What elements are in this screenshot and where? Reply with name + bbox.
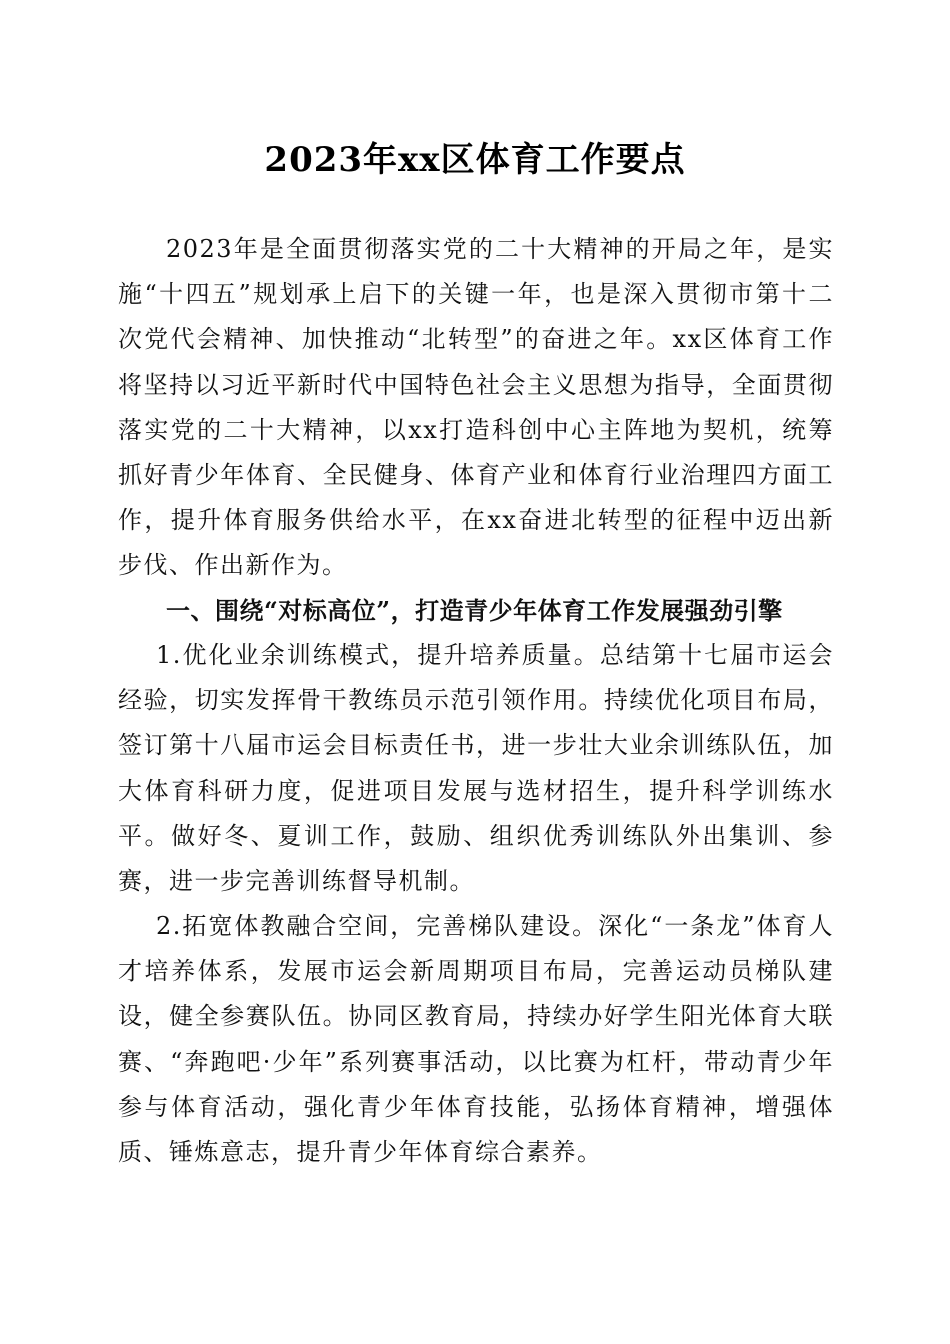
intro-paragraph: 2023年是全面贯彻落实党的二十大精神的开局之年，是实施“十四五”规划承上启下的关键一年，也是深入贯彻市第十二次党代会精神、加快推动“北转型”的奋进之年。xx区体育工作将坚持以习近平新时代中国特色社会主义思想为指导，全面贯彻落实党的二十大精神，以xx打造科创中心主阵地为契机，统筹抓好青少年体育、全民健身、体育产业和体育行业治理四方面工作，提升体育服务供给水平，在xx奋进北转型的征程中迈出新步伐、作出新作为。 (118, 235, 834, 580)
section-heading-1: 一、围绕“对标高位”，打造青少年体育工作发展强劲引擎 (166, 596, 783, 625)
document-title: 2023年xx区体育工作要点 (264, 140, 686, 180)
list-item-1: 1.优化业余训练模式，提升培养质量。总结第十七届市运会经验，切实发挥骨干教练员示范引领作用。持续优化项目布局，签订第十八届市运会目标责任书，进一步壮大业余训练队伍，加大体育科研力度，促进项目发展与选材招生，提升科学训练水平。做好冬、夏训工作，鼓励、组织优秀训练队外出集训、参赛，进一步完善训练督导机制。 (118, 641, 834, 896)
list-item-2: 2.拓宽体教融合空间，完善梯队建设。深化“一条龙”体育人才培养体系，发展市运会新周期项目布局，完善运动员梯队建设，健全参赛队伍。协同区教育局，持续办好学生阳光体育大联赛、“奔跑吧·少年”系列赛事活动，以比赛为杠杆，带动青少年参与体育活动，强化青少年体育技能，弘扬体育精神，增强体质、锤炼意志，提升青少年体育综合素养。 (118, 912, 834, 1167)
